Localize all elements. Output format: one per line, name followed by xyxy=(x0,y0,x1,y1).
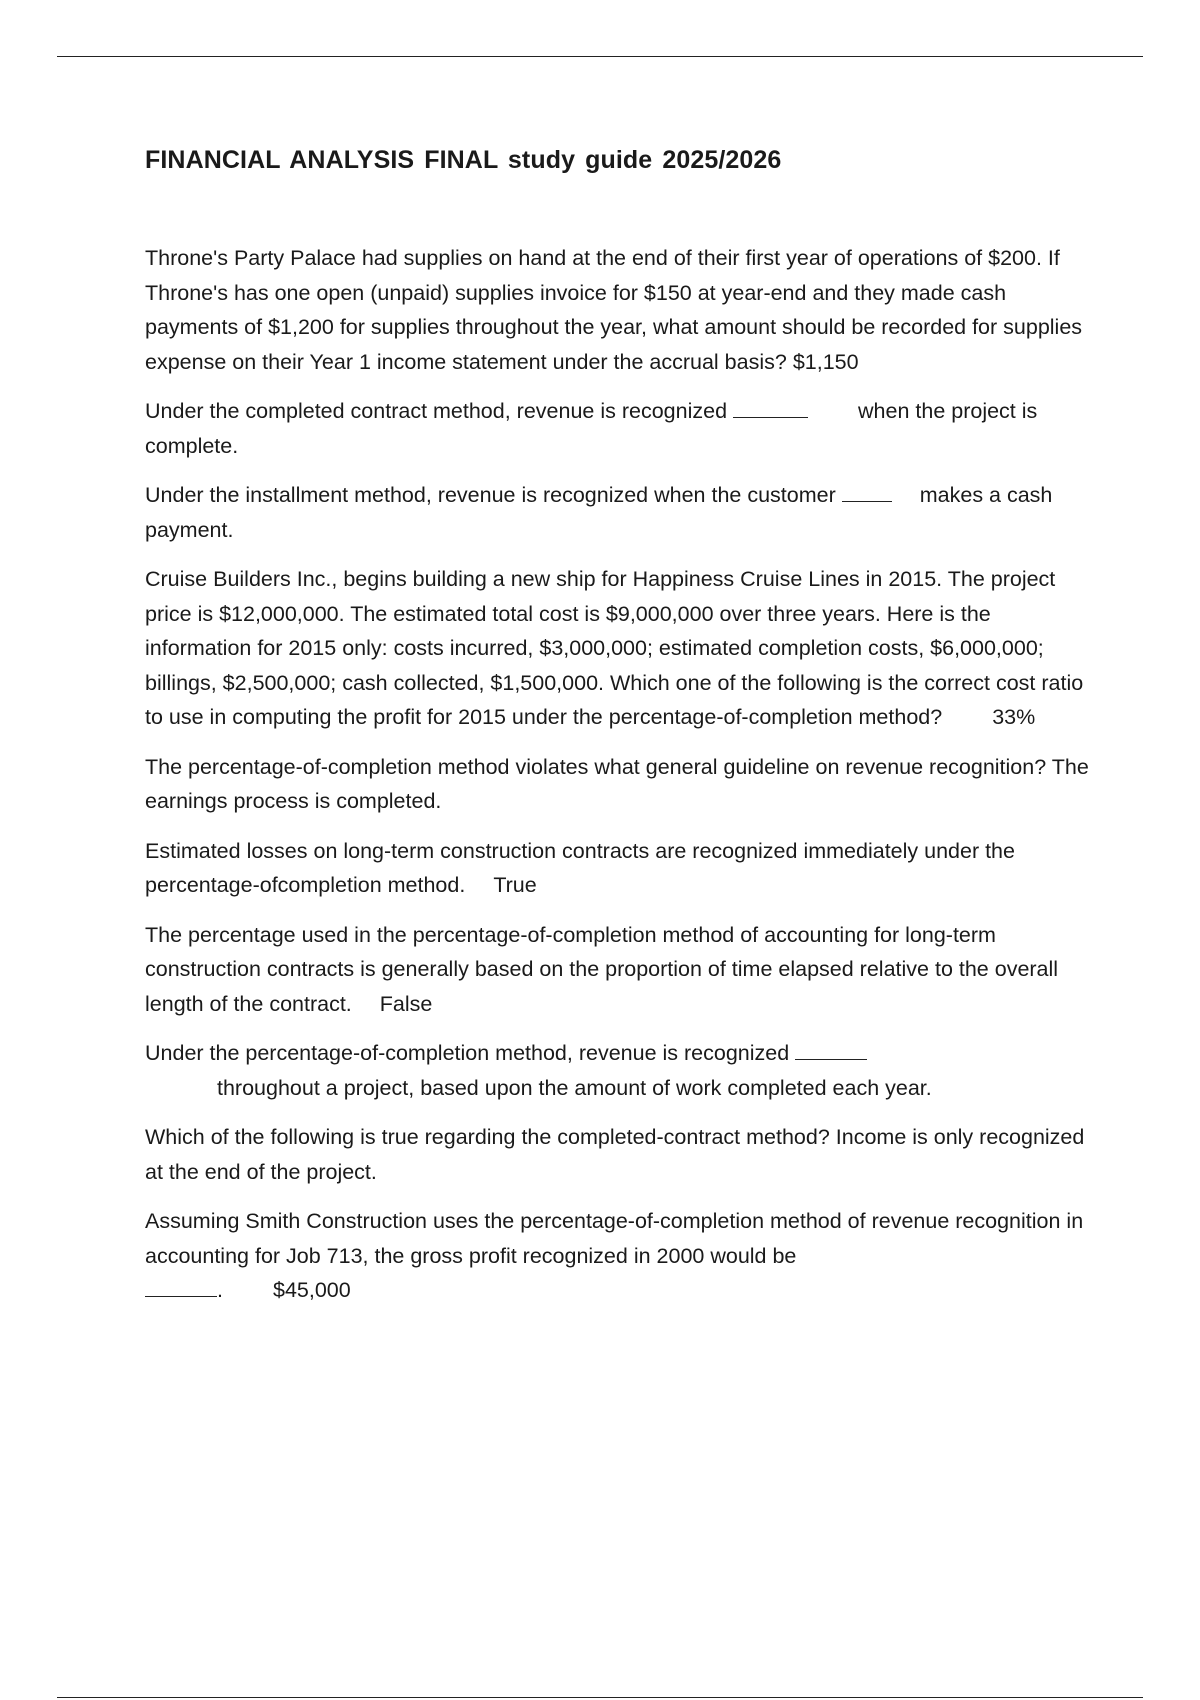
question-3 xyxy=(145,478,1090,547)
answer-blank xyxy=(795,1041,867,1060)
answer-text: True xyxy=(493,873,537,897)
question-4 xyxy=(145,562,1090,735)
question-text: The percentage-of-completion method violates what general guideline on revenue recognition? xyxy=(145,754,1047,779)
answer-text: makes a cash payment. xyxy=(145,483,1053,542)
question-text: Assuming Smith Construction uses the percentage-of-completion method of revenue recognition in accounting for Job 713, the gross profit recognized in 2000 would be xyxy=(145,1209,1084,1268)
answer-text: False xyxy=(379,991,433,1016)
question-2 xyxy=(145,394,1090,463)
answer-text: $1,150 xyxy=(792,349,859,374)
question-text: Estimated losses on long-term construction contracts are recognized immediately under the percentage-ofcompletion method. xyxy=(145,838,1015,897)
answer-blank xyxy=(733,399,808,418)
question-text: The percentage used in the percentage-of-completion method of accounting for long-term construction contracts is generally based on the proportion of time elapsed relative to the overall length of the contract. xyxy=(145,922,1059,1016)
answer-text: The earnings process is completed. xyxy=(145,754,1089,813)
answer-text: $45,000 xyxy=(272,1278,351,1302)
question-5 xyxy=(145,750,1090,819)
bottom-rule xyxy=(57,1697,1143,1698)
question-text: Under the percentage-of-completion method, revenue is recognized xyxy=(145,1041,790,1065)
answer-text: 33% xyxy=(992,705,1036,729)
question-text: Under the installment method, revenue is recognized when the customer xyxy=(145,483,836,507)
question-1 xyxy=(145,241,1090,379)
question-10: Assuming Smith Construction uses the percentage-of-completion method of revenue recognition in accounting for Job 713, the gross profit recognized in 2000 would be . $45,000 xyxy=(145,1209,1084,1302)
question-9 xyxy=(145,1120,1090,1189)
answer-text: throughout a project, based upon the amount of work completed each year. xyxy=(217,1075,932,1100)
top-rule xyxy=(57,56,1143,57)
document-body xyxy=(145,146,1090,1323)
question-text: Throne's Party Palace had supplies on hand at the end of their first year of operations of $200. If Throne's has one open (unpaid) supplies invoice for $150 at year-end and they made cash payments of $1,200 for supplies throughout the year, what amount should be recorded for supplies expense on their Year 1 income statement under the accrual basis? xyxy=(145,246,1083,374)
answer-text: Income is only recognized at the end of the project. xyxy=(145,1125,1085,1184)
question-6 xyxy=(145,834,1090,903)
question-text: Under the completed contract method, revenue is recognized xyxy=(145,399,728,423)
question-text: Cruise Builders Inc., begins building a new ship for Happiness Cruise Lines in 2015. The project price is $12,000,000. The estimated total cost is $9,000,000 over three years. Here is the information for 2015 only: costs incurred, $3,000,000; estimated completion costs, $6,000,000; billings, $2,500,000; cash collected, $1,500,000. Which one of the following is the correct cost ratio to use in computing the profit for 2015 under the percentage-of-completion method? xyxy=(145,567,1084,729)
question-text: Which of the following is true regarding the completed-contract method? xyxy=(145,1125,830,1149)
answer-blank xyxy=(842,483,892,502)
question-8 xyxy=(145,1036,1090,1105)
page-title: FINANCIAL ANALYSIS FINAL study guide 2025/2026 xyxy=(145,146,782,174)
question-7 xyxy=(145,918,1090,1022)
answer-blank xyxy=(145,1278,217,1297)
answer-text: when the project is complete. xyxy=(145,399,1038,458)
